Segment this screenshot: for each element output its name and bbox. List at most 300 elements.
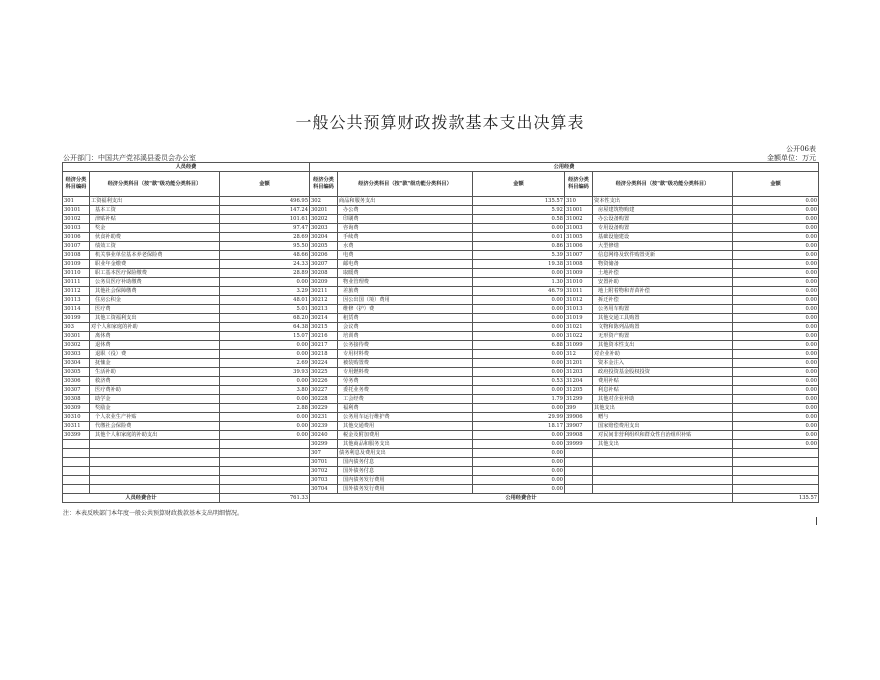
row-code: 307 [310,449,338,458]
row-name: 安置补助 [593,278,733,287]
row-code [63,476,90,485]
row-amount [220,467,310,476]
row-name: 办公设备购置 [593,215,733,224]
table-row [63,386,819,395]
row-code: 31201 [565,359,593,368]
row-code: 31009 [565,269,593,278]
row-name: 信息网络及软件购置更新 [593,251,733,260]
row-name [90,485,220,494]
amount-header: 金额 [473,172,565,197]
row-code: 31019 [565,314,593,323]
table-row [63,431,819,440]
table-row [63,269,819,278]
row-amount: 0.00 [733,386,819,395]
row-amount: 64.38 [220,323,310,332]
row-amount: 0.00 [733,314,819,323]
row-code: 31012 [565,296,593,305]
name-header: 经济分类科目（按"款"级功能分类科目） [593,172,733,197]
table-body [63,197,819,494]
row-name: 办公费 [338,206,473,215]
row-amount: 3.29 [220,287,310,296]
code-header: 经济分类科目编码 [63,172,90,197]
row-code: 30217 [310,341,338,350]
row-name: 离休费 [90,332,220,341]
row-name: 土地补偿 [593,269,733,278]
row-code: 30203 [310,224,338,233]
row-code: 31006 [565,242,593,251]
row-name: 其他商品和服务支出 [338,440,473,449]
row-name: 对个人和家庭的补助 [90,323,220,332]
row-amount: 15.07 [220,332,310,341]
table-row [63,278,819,287]
row-code [565,467,593,476]
row-code [63,440,90,449]
row-name: 工会经费 [338,395,473,404]
row-amount: 0.00 [220,422,310,431]
row-amount: 0.00 [733,224,819,233]
row-name: 地上附着物和青苗补偿 [593,287,733,296]
row-code [63,485,90,494]
public-total-amount: 135.57 [733,494,819,503]
row-name: 退职（役）费 [90,350,220,359]
row-amount: 2.69 [220,359,310,368]
row-amount: 0.00 [220,395,310,404]
table-row [63,206,819,215]
row-name [90,467,220,476]
row-name: 国内债务付息 [338,458,473,467]
table-row [63,332,819,341]
row-code: 312 [565,350,593,359]
row-amount: 68.20 [220,314,310,323]
table-row [63,197,819,206]
row-code: 30205 [310,242,338,251]
row-amount: 0.00 [473,323,565,332]
row-amount: 0.00 [473,386,565,395]
row-name: 国外债务发行费用 [338,485,473,494]
table-row [63,395,819,404]
row-code: 30239 [310,422,338,431]
row-name: 职业年金缴费 [90,260,220,269]
table-row [63,476,819,485]
row-code: 30226 [310,377,338,386]
row-code: 30101 [63,206,90,215]
row-code: 30702 [310,467,338,476]
row-name: 其他交通工具购置 [593,314,733,323]
row-amount [220,449,310,458]
row-code [63,458,90,467]
row-name: 医疗费 [90,305,220,314]
row-amount: 0.00 [473,431,565,440]
row-code: 30209 [310,278,338,287]
row-amount [733,458,819,467]
row-code: 31204 [565,377,593,386]
row-code [565,449,593,458]
row-code: 30299 [310,440,338,449]
table-row [63,404,819,413]
table-row [63,377,819,386]
table-row [63,413,819,422]
row-name: 维修（护）费 [338,305,473,314]
row-code: 30208 [310,269,338,278]
name-header: 经济分类科目（按"款"级功能分类科目） [90,172,220,197]
row-code: 31008 [565,260,593,269]
row-code: 30113 [63,296,90,305]
row-amount: 0.00 [733,332,819,341]
row-name: 医疗费补助 [90,386,220,395]
row-amount: 46.79 [473,287,565,296]
row-code: 39999 [565,440,593,449]
row-name: 因公出国（境）费用 [338,296,473,305]
row-amount: 0.00 [733,359,819,368]
page-title: 一般公共预算财政拨款基本支出决算表 [295,113,585,132]
row-code: 31021 [565,323,593,332]
row-name: 基本工资 [90,206,220,215]
row-name: 其他个人和家庭的补助支出 [90,431,220,440]
row-code: 31013 [565,305,593,314]
row-name: 伙食补助费 [90,233,220,242]
row-name: 奖金 [90,224,220,233]
row-code: 30703 [310,476,338,485]
row-code [565,458,593,467]
row-code: 30301 [63,332,90,341]
department-label: 公开部门：中国共产党祁溪县委员会办公室 [63,154,196,162]
row-amount: 0.00 [473,449,565,458]
row-code: 30303 [63,350,90,359]
row-name: 租赁费 [338,314,473,323]
row-name: 邮电费 [338,260,473,269]
row-amount: 0.00 [733,377,819,386]
row-code: 30311 [63,422,90,431]
row-code: 30701 [310,458,338,467]
row-name [593,485,733,494]
row-amount: 24.33 [220,260,310,269]
row-amount: 101.61 [220,215,310,224]
row-amount: 97.47 [220,224,310,233]
table-row [63,485,819,494]
table-row [63,368,819,377]
row-code: 30310 [63,413,90,422]
row-code: 31001 [565,206,593,215]
personnel-header: 人员经费 [63,163,310,172]
row-amount: 5.92 [473,206,565,215]
row-code [565,476,593,485]
row-amount [733,485,819,494]
row-amount: 0.00 [733,341,819,350]
row-name: 国家赔偿费用支出 [593,422,733,431]
row-code: 30231 [310,413,338,422]
code-header: 经济分类科目编码 [310,172,338,197]
row-name: 救济费 [90,377,220,386]
row-amount: 0.00 [733,251,819,260]
row-name: 福利费 [338,404,473,413]
row-code: 30108 [63,251,90,260]
row-code: 31010 [565,278,593,287]
name-header: 经济分类科目（按"款"级功能分类科目） [338,172,473,197]
row-name: 住房公积金 [90,296,220,305]
row-code: 30307 [63,386,90,395]
row-name: 电费 [338,251,473,260]
row-code: 30228 [310,395,338,404]
row-code: 30114 [63,305,90,314]
table-row [63,314,819,323]
row-name: 公务员医疗补助缴费 [90,278,220,287]
row-amount: 0.00 [733,287,819,296]
row-code: 30111 [63,278,90,287]
row-amount: 0.00 [473,476,565,485]
row-name: 抚恤金 [90,359,220,368]
row-code: 31022 [565,332,593,341]
row-amount: 0.00 [733,269,819,278]
row-code: 31203 [565,368,593,377]
personnel-total-amount: 761.33 [220,494,310,503]
table-row [63,359,819,368]
table-row [63,296,819,305]
row-code: 30224 [310,359,338,368]
row-name: 资本性支出 [593,197,733,206]
row-name: 其他支出 [593,404,733,413]
row-amount: 0.00 [733,233,819,242]
row-name: 大型修缮 [593,242,733,251]
row-amount: 0.00 [733,197,819,206]
row-amount: 0.53 [473,377,565,386]
row-code: 30306 [63,377,90,386]
public-header: 公用经费 [310,163,819,172]
row-name: 拆迁补偿 [593,296,733,305]
row-name [593,476,733,485]
row-amount: 0.00 [733,260,819,269]
row-name: 手续费 [338,233,473,242]
row-name: 其他交通费用 [338,422,473,431]
row-name: 代缴社会保险费 [90,422,220,431]
row-amount [733,449,819,458]
table-row [63,251,819,260]
row-code: 30204 [310,233,338,242]
row-code: 31005 [565,233,593,242]
row-code: 30212 [310,296,338,305]
row-name: 对民间非营利组织和群众性自治组织补贴 [593,431,733,440]
table-row [63,287,819,296]
row-name: 职工基本医疗保险缴费 [90,269,220,278]
row-name: 助学金 [90,395,220,404]
row-name: 专用材料费 [338,350,473,359]
row-name: 赠与 [593,413,733,422]
row-name: 专用设备购置 [593,224,733,233]
table-row [63,440,819,449]
amount-unit-label: 金额单位：万元 [767,154,816,162]
row-amount: 0.00 [473,332,565,341]
row-code: 39906 [565,413,593,422]
row-amount [220,440,310,449]
row-amount: 18.17 [473,422,565,431]
row-name: 咨询费 [338,224,473,233]
row-name: 政府投资基金股权投资 [593,368,733,377]
row-code: 30302 [63,341,90,350]
row-code: 30207 [310,260,338,269]
row-name: 其他资本性支出 [593,341,733,350]
row-amount [220,485,310,494]
row-amount: 0.00 [473,296,565,305]
row-code: 30240 [310,431,338,440]
row-amount: 0.00 [733,404,819,413]
row-name [593,458,733,467]
row-name: 生活补助 [90,368,220,377]
row-name: 培训费 [338,332,473,341]
row-amount: 0.00 [473,350,565,359]
row-amount: 95.50 [220,242,310,251]
row-name: 津贴补贴 [90,215,220,224]
row-amount: 0.00 [733,215,819,224]
row-name: 国外债务付息 [338,467,473,476]
row-name [90,458,220,467]
form-number: 公开06表 [786,145,816,153]
row-amount: 5.39 [473,251,565,260]
row-code: 310 [565,197,593,206]
row-code: 30211 [310,287,338,296]
row-name: 个人农业生产补贴 [90,413,220,422]
table-row [63,224,819,233]
row-amount: 0.00 [473,404,565,413]
row-code: 39907 [565,422,593,431]
row-amount: 0.00 [733,413,819,422]
row-name: 取暖费 [338,269,473,278]
row-amount: 0.00 [473,467,565,476]
row-name: 专用燃料费 [338,368,473,377]
row-code: 30199 [63,314,90,323]
row-amount: 0.00 [220,377,310,386]
row-amount: 0.01 [473,233,565,242]
table-row [63,422,819,431]
row-name: 委托业务费 [338,386,473,395]
row-code: 31099 [565,341,593,350]
row-code [63,449,90,458]
personnel-total-label: 人员经费合计 [63,494,220,503]
row-name: 国内债务发行费用 [338,476,473,485]
row-amount [220,458,310,467]
row-name: 差旅费 [338,287,473,296]
public-total-label: 公用经费合计 [310,494,733,503]
row-amount: 0.00 [473,269,565,278]
row-name: 绩效工资 [90,242,220,251]
row-name: 奖励金 [90,404,220,413]
row-code: 30304 [63,359,90,368]
table-row [63,215,819,224]
row-amount: 5.01 [220,305,310,314]
row-name: 被装购置费 [338,359,473,368]
row-code: 30216 [310,332,338,341]
table-row [63,467,819,476]
row-code: 399 [565,404,593,413]
row-name: 债务利息及费用支出 [338,449,473,458]
row-name [90,440,220,449]
table-row [63,305,819,314]
table-row [63,260,819,269]
row-amount: 0.00 [220,350,310,359]
row-name: 退休费 [90,341,220,350]
row-name: 机关事业单位基本养老保险费 [90,251,220,260]
row-amount: 0.00 [733,440,819,449]
row-name: 文物和陈列品购置 [593,323,733,332]
row-code: 30399 [63,431,90,440]
table-row [63,242,819,251]
table-row [63,458,819,467]
row-code: 30102 [63,215,90,224]
row-name [593,449,733,458]
row-amount: 28.89 [220,269,310,278]
row-amount: 0.58 [473,215,565,224]
row-amount: 0.00 [473,485,565,494]
table-row [63,341,819,350]
row-amount: 39.93 [220,368,310,377]
row-code: 30109 [63,260,90,269]
row-code: 30704 [310,485,338,494]
row-amount [733,467,819,476]
row-code [63,467,90,476]
table-row [63,323,819,332]
row-code: 30206 [310,251,338,260]
row-amount: 0.00 [220,341,310,350]
row-amount: 48.66 [220,251,310,260]
row-code: 30309 [63,404,90,413]
row-code: 30103 [63,224,90,233]
row-amount: 0.00 [220,278,310,287]
row-amount: 496.95 [220,197,310,206]
row-amount: 0.00 [733,368,819,377]
row-name: 资本金注入 [593,359,733,368]
row-code: 31299 [565,395,593,404]
table-row [63,449,819,458]
row-code [565,485,593,494]
row-code: 30112 [63,287,90,296]
row-amount: 29.99 [473,413,565,422]
row-name: 商品和服务支出 [338,197,473,206]
code-header: 经济分类科目编码 [565,172,593,197]
row-amount: 147.24 [220,206,310,215]
row-name: 物业管理费 [338,278,473,287]
row-amount: 0.00 [473,458,565,467]
row-name: 其他对企业补助 [593,395,733,404]
row-amount: 0.00 [733,431,819,440]
row-amount: 0.00 [473,359,565,368]
row-name: 利息补贴 [593,386,733,395]
row-amount: 0.00 [733,395,819,404]
row-amount: 0.00 [733,206,819,215]
row-name [90,476,220,485]
row-code: 30215 [310,323,338,332]
amount-header: 金额 [220,172,310,197]
row-name: 其他工资福利支出 [90,314,220,323]
row-name [593,467,733,476]
row-amount: 0.00 [473,314,565,323]
row-code: 30227 [310,386,338,395]
row-code: 31007 [565,251,593,260]
row-amount: 0.00 [733,323,819,332]
row-amount: 0.00 [733,422,819,431]
row-code: 31002 [565,215,593,224]
row-amount: 0.00 [733,296,819,305]
row-amount: 0.00 [733,350,819,359]
row-code: 30214 [310,314,338,323]
table-row [63,233,819,242]
amount-header: 金额 [733,172,819,197]
row-amount: 0.00 [473,305,565,314]
row-amount: 0.00 [733,305,819,314]
row-name: 会议费 [338,323,473,332]
row-amount: 0.00 [473,440,565,449]
footnote: 注：本表反映部门本年度一般公共预算财政拨款基本支出明细情况。 [63,510,244,517]
row-code: 31011 [565,287,593,296]
row-amount: 3.80 [220,386,310,395]
row-amount: 0.00 [220,431,310,440]
